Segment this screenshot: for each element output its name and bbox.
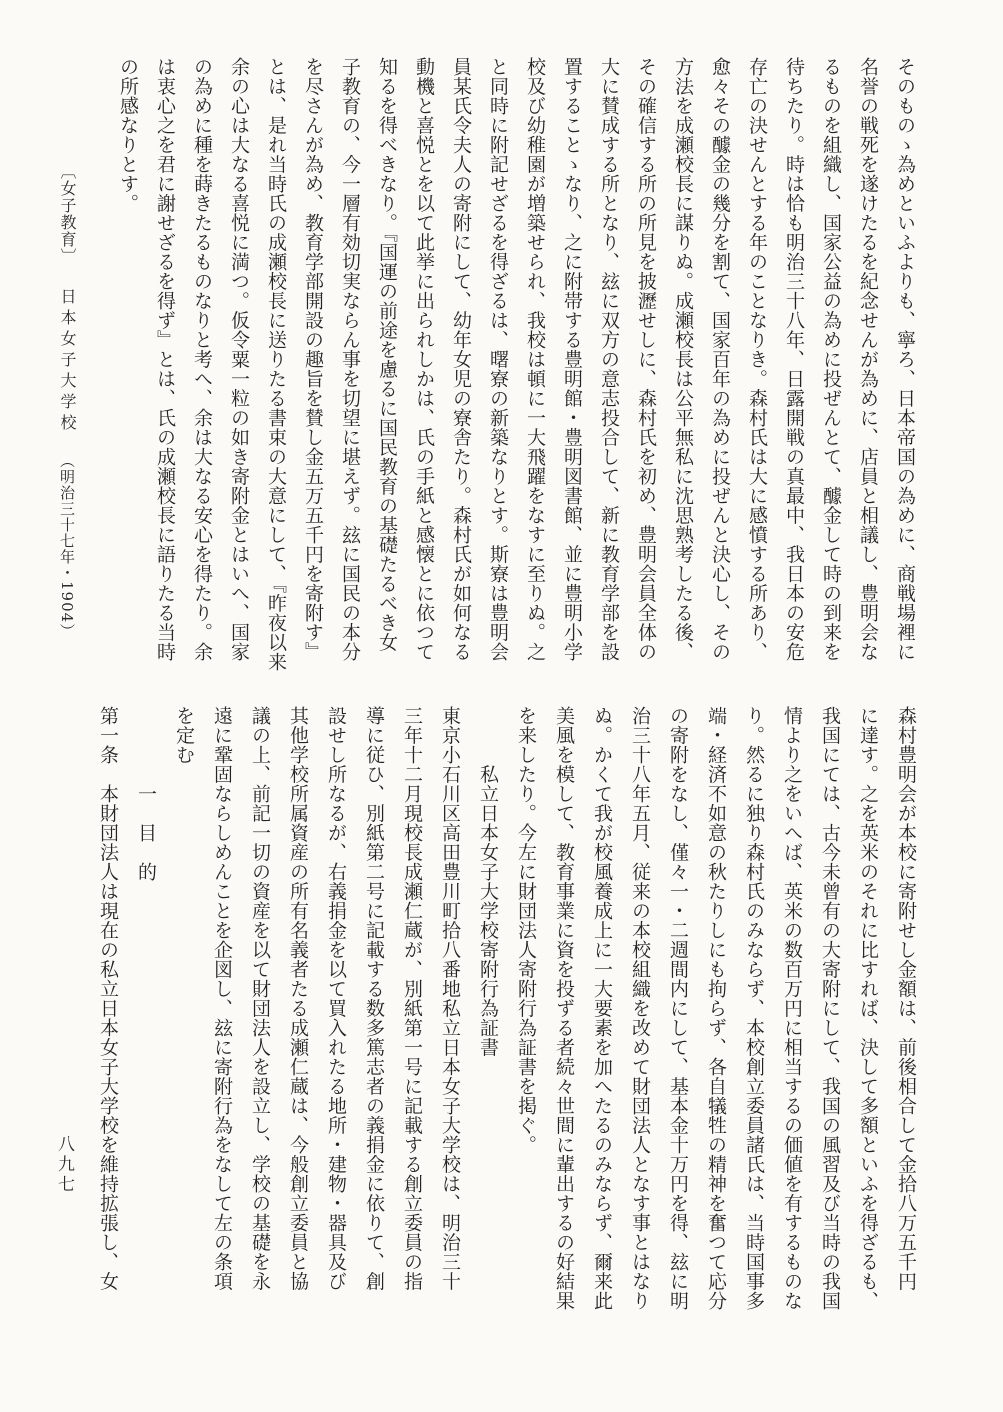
text-column: 其他学校所属資産の所有名義者たる成瀬仁蔵は、今般創立委員と協 (287, 706, 309, 1291)
text-column: るものを組織し、国家公益の為めに投ぜんとて、醵金して時の到来を (820, 57, 842, 662)
text-column: 置することゝなり、之に附帯する豊明館・豊明図書館、並に豊明小学 (561, 57, 583, 662)
text-column: 我国にては、古今未曾有の大寄附にして、我国の風習及び当時の我国 (819, 706, 841, 1311)
text-column: の所感なりとす。 (117, 57, 139, 213)
text-column: を定む (173, 706, 195, 765)
text-column: 導に従ひ、別紙第二号に記載する数多篤志者の義捐金に依りて、創 (363, 706, 385, 1291)
text-column: 大に賛成する所となり、玆に双方の意志投合して、新に教育学部を設 (598, 57, 620, 662)
text-column: ぬ。かくて我が校風養成上に一大要素を加へたるのみならず、爾来此 (591, 706, 613, 1311)
text-column: 一 目 的 (135, 706, 157, 882)
upper-text-block (109, 57, 923, 705)
text-column: 私立日本女子大学校寄附行為証書 (477, 706, 499, 1057)
text-column: 愈々その醵金の幾分を割て、国家百年の為めに投ぜんと決心し、その (709, 57, 731, 662)
text-column: 員某氏令夫人の寄附にして、幼年女児の寮舎たり。森村氏が如何なる (450, 57, 472, 662)
era-date: （明治三十七年・1904） (58, 453, 76, 640)
text-column: 議の上、前記一切の資産を以て財団法人を設立し、学校の基礎を永 (249, 706, 271, 1291)
text-column: を来したり。今左に財団法人寄附行為証書を掲ぐ。 (515, 706, 537, 1155)
text-column: の寄附をなし、僅々一・二週間内にして、基本金十万円を得、玆に明 (667, 706, 689, 1311)
text-column: 動機と喜悦とを以て此挙に出られしかは、氏の手紙と感懐とに依つて (413, 57, 435, 662)
text-column: り。然るに独り森村氏のみならず、本校創立委員諸氏は、当時国事多 (743, 706, 765, 1311)
text-column: 治三十八年五月、従来の本校組織を改めて財団法人となす事とはなり (629, 706, 651, 1311)
text-column: 端・経済不如意の秋たりしにも拘らず、各自犠牲の精神を奮つて応分 (705, 706, 727, 1311)
text-column: 校及び幼稚園が増築せられ、我校は頓に一大飛躍をなすに至りぬ。之 (524, 57, 546, 662)
text-column: とは、是れ当時氏の成瀬校長に送りたる書束の大意にして、『昨夜以来 (265, 57, 287, 672)
text-column: を尽さんが為め、教育学部開設の趣旨を賛し金五万五千円を寄附す』 (302, 57, 324, 662)
text-column: 子教育の、今一層有効切実ならん事を切望に堪えず。玆に国民の本分 (339, 57, 361, 662)
text-column: 森村豊明会が本校に寄附せし金額は、前後相合して金拾八万五千円 (895, 706, 917, 1291)
text-column: その確信する所の所見を披瀝せしに、森村氏を初め、豊明会員全体の (635, 57, 657, 662)
text-column: の為めに種を蒔きたるものなりと考へ、余は大なる安心を得たり。余 (191, 57, 213, 662)
text-column: に達す。之を英米のそれに比すれば、決して多額といふを得ざるも、 (857, 706, 879, 1311)
text-column: 情より之をいへば、英米の数百万円に相当するの価値を有するものな (781, 706, 803, 1311)
text-column: 遠に鞏固ならしめんことを企図し、玆に寄附行為をなして左の条項 (211, 706, 233, 1291)
text-column: 東京小石川区高田豊川町拾八番地私立日本女子大学校は、明治三十 (439, 706, 461, 1291)
text-column: 待ちたり。時は恰も明治三十八年、日露開戦の真最中、我日本の安危 (783, 57, 805, 662)
text-column: と同時に附記せざるを得ざるは、曙寮の新築なりとす。斯寮は豊明会 (487, 57, 509, 662)
text-column: 存亡の決せんとする年のことなりき。森村氏は大に感憤する所あり、 (746, 57, 768, 662)
text-column: は衷心之を君に謝せざるを得ず』とは、氏の成瀬校長に語りたる当時 (154, 57, 176, 662)
text-column: 名誉の戦死を遂けたるを紀念せんが為めに、店員と相議し、豊明会な (857, 57, 879, 662)
text-column: 第一条 本財団法人は現在の私立日本女子大学校を維持拡張し、女 (97, 706, 119, 1291)
section-header (56, 163, 79, 639)
lower-text-block (89, 706, 925, 1338)
text-column: 設せし所なるが、右義捐金を以て買入れたる地所・建物・器具及び (325, 706, 347, 1291)
text-column: 美風を模して、教育事業に資を投ずる者続々世間に輩出するの好結果 (553, 706, 575, 1311)
text-column: 三年十二月現校長成瀬仁蔵が、別紙第一号に記載する創立委員の指 (401, 706, 423, 1291)
page-number: 八九七 (54, 1135, 74, 1195)
category-label: 〔女子教育〕 (58, 163, 77, 265)
text-column: 知るを得べきなり。『国運の前途を慮るに国民教育の基礎たるべき女 (376, 57, 398, 652)
text-column: 余の心は大なる喜悦に満つ。仮令粟一粒の如き寄附金とはいへ、国家 (228, 57, 250, 662)
text-column: そのものゝ為めといふよりも、寧ろ、日本帝国の為めに、商戦場裡に (894, 57, 916, 662)
school-name: 日本女子大学校 (58, 288, 77, 436)
text-column: 方法を成瀬校長に謀りぬ。成瀬校長は公平無私に沈思熟考したる後、 (672, 57, 694, 662)
